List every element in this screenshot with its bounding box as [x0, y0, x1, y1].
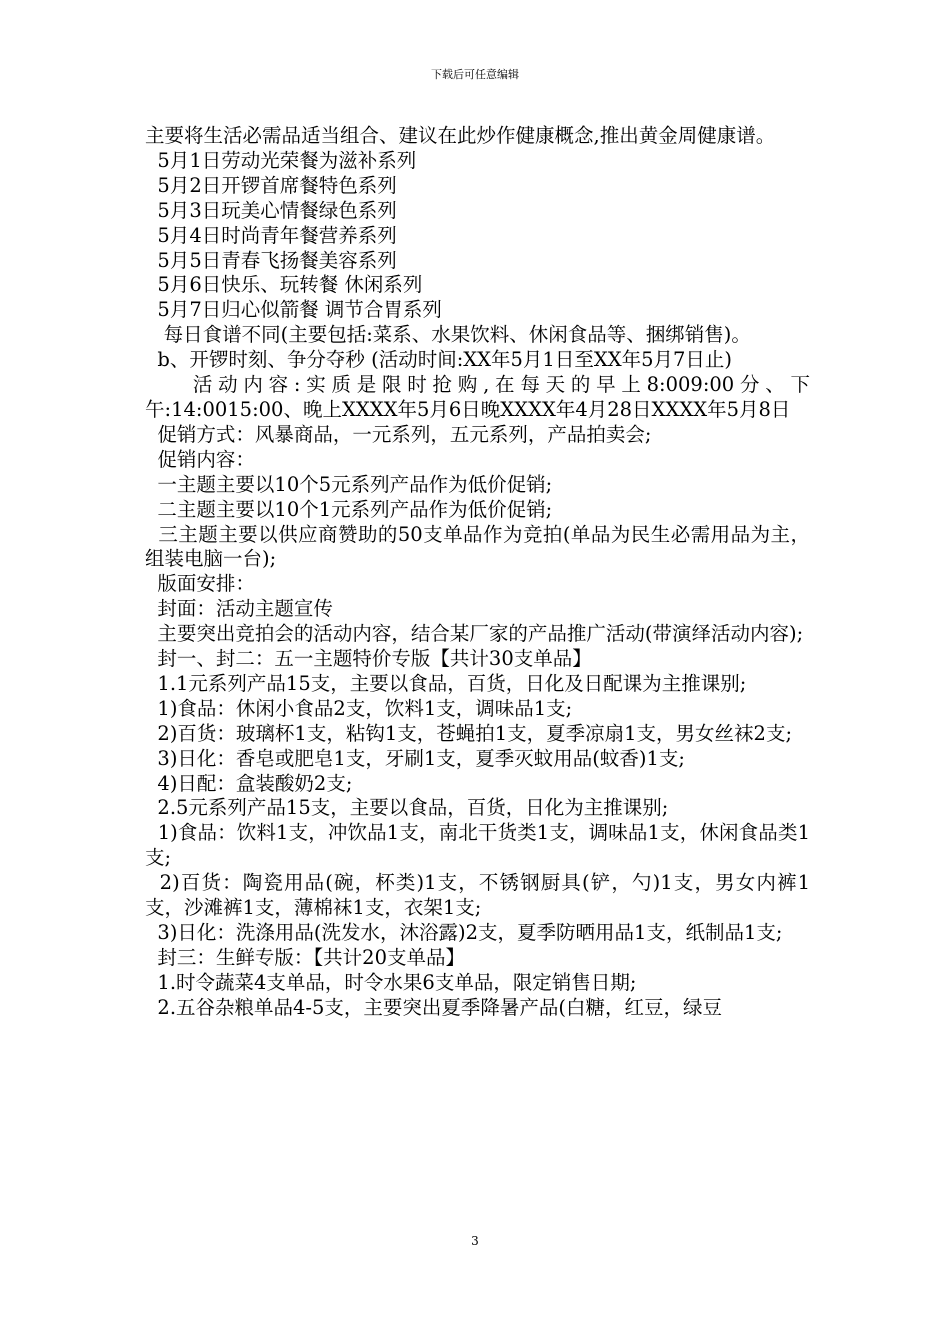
paragraph: 1.时令蔬菜4支单品，时令水果6支单品，限定销售日期;: [145, 970, 637, 994]
paragraph: 2.5元系列产品15支，主要以食品，百货，日化为主推课别;: [145, 796, 669, 820]
paragraph: 封一、封二：五一主题特价专版【共计30支单品】: [145, 647, 592, 671]
paragraph: 主要将生活必需品适当组合、建议在此炒作健康概念,推出黄金周健康谱。: [145, 124, 776, 147]
paragraph: 版面安排：: [145, 572, 255, 596]
paragraph: 2)百货：陶瓷用品(碗，杯类)1支，不锈钢厨具(铲，勺)1支，男女内裤1支，沙滩裤1支，薄棉袜1支，衣架1支;: [145, 871, 810, 920]
paragraph: 5月4日时尚青年餐营养系列: [145, 223, 397, 247]
paragraph: 促销方式：风暴商品，一元系列，五元系列，产品拍卖会;: [145, 422, 652, 446]
paragraph: 主要突出竞拍会的活动内容，结合某厂家的产品推广活动(带演绎活动内容);: [145, 622, 804, 646]
paragraph: 3)日化：香皂或肥皂1支，牙刷1支，夏季灭蚊用品(蚊香)1支;: [145, 746, 685, 770]
paragraph: 二主题主要以10个1元系列产品作为低价促销;: [145, 497, 553, 521]
paragraph: 5月2日开锣首席餐特色系列: [145, 173, 397, 197]
paragraph: 3)日化：洗涤用品(洗发水，沐浴露)2支，夏季防晒用品1支，纸制品1支;: [145, 921, 783, 944]
paragraph: 4)日配：盒装酸奶2支;: [145, 771, 353, 795]
paragraph: 1)食品：休闲小食品2支，饮料1支，调味品1支;: [145, 696, 573, 720]
document-body: [145, 124, 810, 1021]
paragraph: 5月1日劳动光荣餐为滋补系列: [145, 148, 417, 172]
paragraph: 三主题主要以供应商赞助的50支单品作为竞拍(单品为民生必需用品为主，组装电脑一台);: [145, 522, 810, 571]
paragraph: 1.1元系列产品15支，主要以食品，百货，日化及日配课为主推课别;: [145, 671, 747, 695]
paragraph: 活动内容:实质是限时抢购,在每天的早上8:009:00分、下午:14:0015:00、晚上XXXX年5月6日晚XXXX年4月28日XXXX年5月8日: [145, 373, 810, 421]
paragraph: 2.五谷杂粮单品4-5支，主要突出夏季降暑产品(白糖，红豆，绿豆: [145, 995, 723, 1019]
paragraph: 5月7日归心似箭餐 调节合胃系列: [145, 298, 442, 322]
page-number: 3: [471, 1234, 479, 1248]
paragraph: 每日食谱不同(主要包括:菜系、水果饮料、休闲食品等、捆绑销售)。: [145, 323, 751, 347]
page-header: 下载后可任意编辑: [431, 68, 519, 81]
paragraph: 2)百货：玻璃杯1支，粘钩1支，苍蝇拍1支，夏季凉扇1支，男女丝袜2支;: [145, 721, 793, 745]
paragraph: b、开锣时刻、争分夺秒 (活动时间:XX年5月1日至XX年5月7日止): [145, 348, 733, 372]
paragraph: 封三：生鲜专版：【共计20支单品】: [145, 945, 465, 969]
paragraph: 促销内容：: [145, 447, 255, 471]
paragraph: 1)食品：饮料1支，冲饮品1支，南北干货类1支，调味品1支，休闲食品类1支;: [145, 821, 810, 870]
paragraph: 5月6日快乐、玩转餐 休闲系列: [145, 273, 423, 297]
paragraph: 封面：活动主题宣传: [145, 597, 333, 621]
paragraph: 一主题主要以10个5元系列产品作为低价促销;: [145, 472, 553, 496]
paragraph: 5月5日青春飞扬餐美容系列: [145, 248, 397, 272]
paragraph: 5月3日玩美心情餐绿色系列: [145, 198, 397, 222]
